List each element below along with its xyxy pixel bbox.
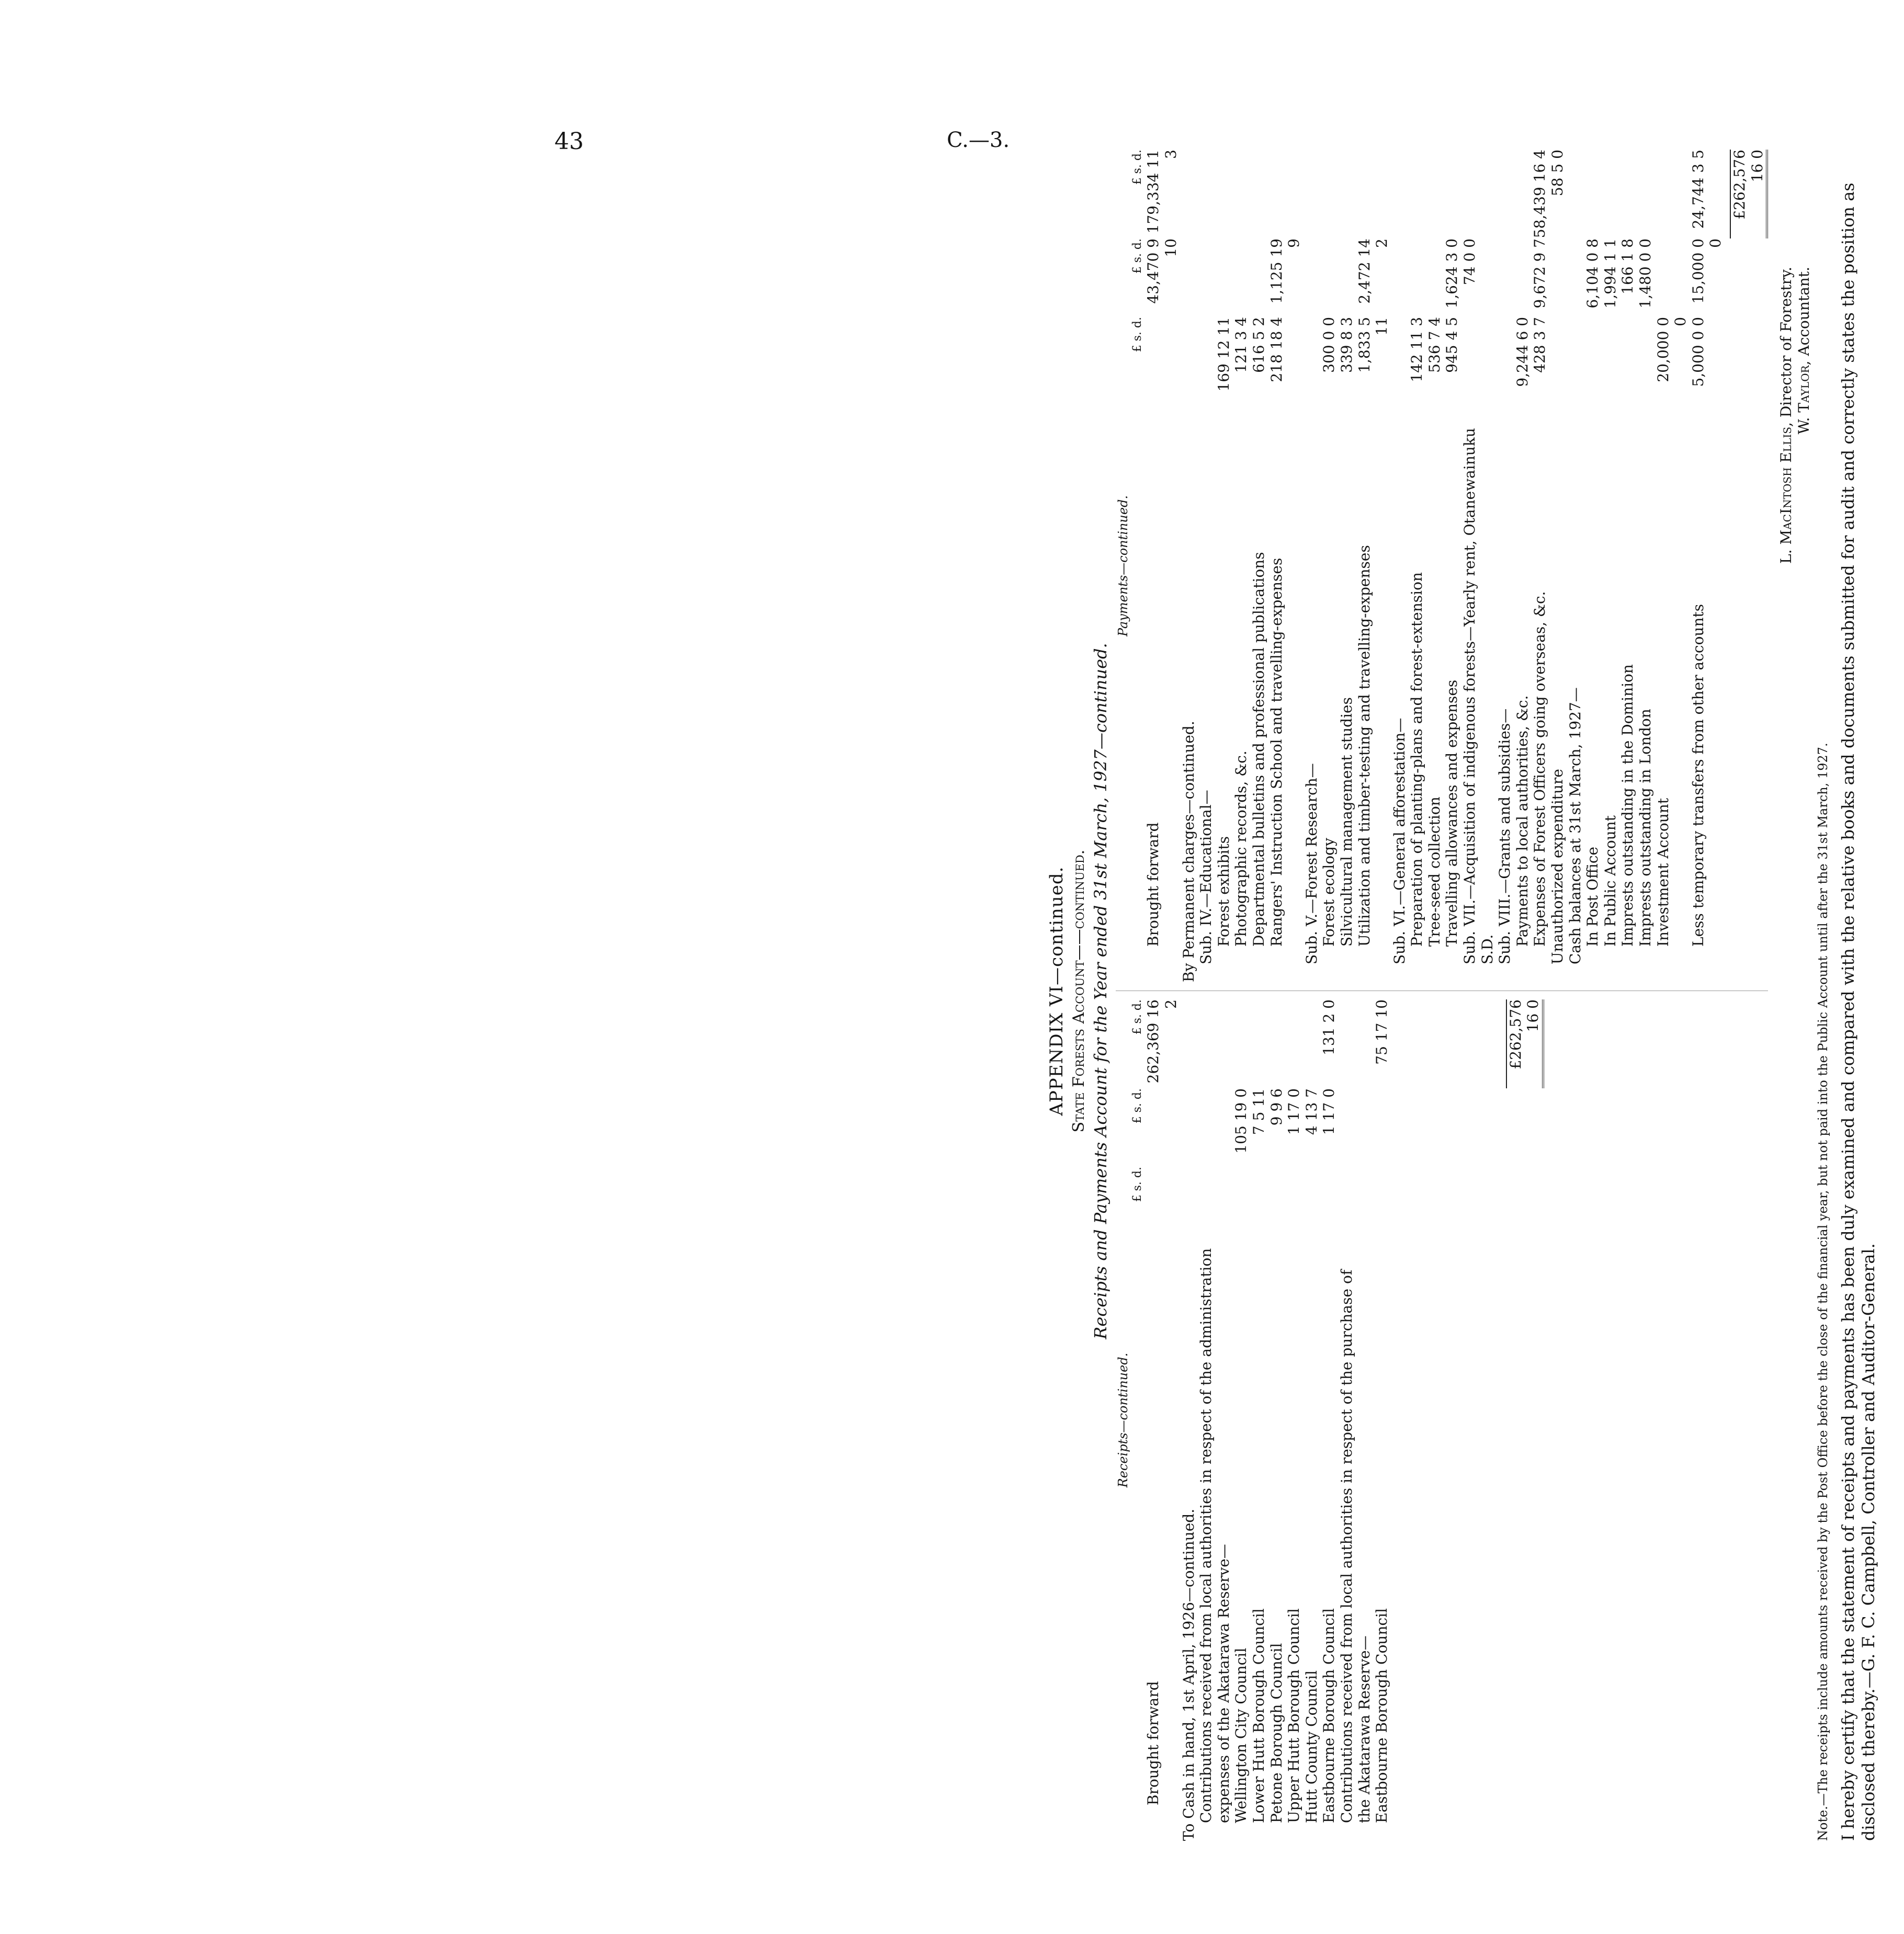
receipt-description: Contributions received from local authorities in respect of the administration expenses of the Akatarawa Reserve—: [1197, 1248, 1232, 1823]
payment-row: [1496, 150, 1514, 982]
receipt-amount: 75 17 10: [1373, 999, 1391, 1065]
payment-row: [1408, 150, 1426, 982]
payment-row: [1549, 150, 1567, 982]
payment-amount: 169 12 11: [1215, 317, 1232, 392]
payment-row: [1391, 150, 1409, 982]
payment-amount: 218 18 4: [1267, 317, 1285, 382]
payment-row: [1461, 150, 1496, 982]
payment-description: Imprests outstanding in London: [1637, 709, 1654, 947]
receipt-description: Hutt County Council: [1302, 1670, 1320, 1823]
table-header: [1046, 141, 1110, 1841]
receipt-row: [1232, 999, 1250, 1841]
receipt-row: [1285, 999, 1303, 1841]
payment-description: Sub. VII.—Acquisition of indigenous forests—Yearly rent, Otanewainuku S.D.: [1461, 428, 1496, 964]
payment-row: [1531, 150, 1549, 982]
payment-amount: 2,472 14 2: [1355, 238, 1391, 304]
payment-description: Forest exhibits: [1215, 836, 1232, 947]
receipt-description: Wellington City Council: [1232, 1647, 1250, 1823]
receipt-description: Eastbourne Borough Council: [1373, 1608, 1391, 1823]
payment-description: Utilization and timber-testing and travelling-expenses: [1355, 545, 1373, 947]
payment-amount: 24,744 3 5: [1689, 150, 1707, 229]
payment-description: Imprests outstanding in the Dominion: [1619, 664, 1637, 947]
payment-row: [1268, 150, 1303, 982]
receipt-amount: 9 9 6: [1267, 1088, 1285, 1126]
payments-currency-header: [1131, 150, 1144, 982]
signature-block: [1777, 141, 1812, 1841]
payment-description: Payments to local authorities, &c.: [1513, 695, 1531, 947]
payment-description: Sub. VI.—General afforestation—: [1390, 718, 1408, 964]
receipt-description: To Cash in hand, 1st April, 1926—continued.: [1180, 1508, 1197, 1841]
payment-row: [1180, 150, 1198, 982]
footnote: Note.—The receipts include amounts received by the Post Office before the close of the financial year, but not paid into the Public Account until after the 31st March, 1927.: [1816, 743, 1831, 1841]
payment-amount: 339 8 3: [1338, 317, 1355, 373]
payment-row: [1443, 150, 1461, 982]
audit-certificate: I hereby certify that the statement of receipts and payments has been duly examined and compared with the relative books and documents submitted for audit and correctly states the position as disclosed thereby.—G. F. C. Campbell, Controller and Auditor-General.: [1838, 183, 1878, 1841]
payment-amount: 142 11 3: [1408, 317, 1426, 382]
payment-amount: 166 1 8: [1619, 238, 1637, 294]
payment-description: Tree-seed collection: [1425, 797, 1443, 947]
payments-side: [1116, 141, 1768, 991]
payment-description: Silvicultural management studies: [1338, 697, 1355, 947]
account-title: State Forests Account——continued.: [1069, 849, 1088, 1133]
payment-amount: 20,000 0 0: [1654, 317, 1690, 382]
payment-amount: 945 4 5: [1443, 317, 1461, 373]
payment-row: [1584, 150, 1602, 982]
payment-amount: 5,000 0 0: [1689, 317, 1707, 387]
payment-row: [1144, 150, 1180, 982]
payment-description: Sub. V.—Forest Research—: [1302, 763, 1320, 964]
payment-amount: 536 7 4: [1425, 317, 1443, 373]
payment-row: [1602, 150, 1619, 982]
payment-row: [1654, 150, 1690, 982]
receipt-row: [1303, 999, 1321, 1841]
receipt-row: [1250, 999, 1268, 1841]
payment-row: [1690, 150, 1725, 982]
payment-amount: 1,994 1 1: [1601, 238, 1619, 309]
payment-amount: 74 0 0: [1461, 238, 1479, 286]
receipt-row: [1197, 999, 1232, 1841]
currency-col: £ s. d.: [1130, 317, 1144, 352]
receipt-description: Brought forward: [1144, 1681, 1162, 1805]
receipts-rows: [1144, 999, 1390, 1841]
receipt-amount: 262,369 16 2: [1144, 999, 1180, 1084]
currency-col: £ s. d.: [1130, 238, 1144, 274]
payment-row: [1303, 150, 1321, 982]
payment-amount: 1,624 3 0: [1443, 238, 1461, 309]
payment-row: [1320, 150, 1338, 982]
receipt-amount: 1 17 0: [1285, 1088, 1303, 1135]
receipt-description: Eastbourne Borough Council: [1320, 1608, 1338, 1823]
payment-row: [1338, 150, 1356, 982]
payment-description: Sub. IV.—Educational—: [1197, 790, 1215, 964]
payment-description: Departmental bulletins and professional publications: [1250, 552, 1267, 947]
payment-amount: 300 0 0: [1320, 317, 1338, 373]
payment-description: Photographic records, &c.: [1232, 750, 1250, 947]
payment-description: Less temporary transfers from other accounts: [1689, 604, 1707, 947]
receipt-amount: 131 2 0: [1320, 999, 1338, 1055]
payment-amount: 6,104 0 8: [1584, 238, 1602, 309]
payment-row: [1197, 150, 1215, 982]
payment-row: [1619, 150, 1637, 982]
receipts-side: [1116, 991, 1768, 1841]
receipt-row: [1268, 999, 1286, 1841]
payment-description: By Permanent charges—continued.: [1180, 721, 1197, 982]
currency-col: £ s. d.: [1130, 999, 1144, 1035]
receipt-row: [1180, 999, 1198, 1841]
payment-description: In Public Account: [1601, 815, 1619, 947]
payment-description: In Post Office: [1584, 846, 1602, 947]
payment-description: Travelling allowances and expenses: [1443, 679, 1461, 947]
two-sided-account: [1116, 141, 1768, 1841]
document-reference: C.—3.: [947, 128, 1010, 152]
payment-row: [1215, 150, 1233, 982]
payment-amount: 43,470 9 10: [1144, 238, 1180, 304]
receipts-heading: Receipts—continued.: [1116, 1352, 1131, 1488]
signature-director: L. MacIntosh Ellis, Director of Forestry.: [1777, 267, 1795, 564]
page-number: 43: [554, 128, 584, 155]
payment-description: Rangers' Instruction School and travelling-expenses: [1267, 558, 1285, 947]
payment-amount: 9,672 9 7: [1531, 238, 1549, 309]
payment-amount: 58 5 0: [1549, 150, 1567, 197]
receipts-currency-header: [1131, 999, 1144, 1841]
receipt-row: [1320, 999, 1338, 1841]
payment-row: [1637, 150, 1654, 982]
receipt-description: Contributions received from local authorities in respect of the purchase of the Akatarawa Reserve—: [1338, 1269, 1373, 1823]
appendix-title: APPENDIX VI—continued.: [1046, 866, 1067, 1116]
receipt-row: [1144, 999, 1180, 1841]
payment-amount: 9,244 6 0: [1513, 317, 1531, 387]
payment-amount: 1,833 5 11: [1355, 317, 1391, 373]
payment-amount: 15,000 0 0: [1689, 238, 1725, 304]
currency-col: £ s. d.: [1130, 150, 1144, 185]
payment-row: [1250, 150, 1268, 982]
payments-rows: [1144, 150, 1725, 982]
payment-amount: 58,439 16 4: [1531, 150, 1549, 238]
currency-col: £ s. d.: [1130, 1088, 1144, 1124]
receipt-amount: 1 17 0: [1320, 1088, 1338, 1135]
payment-amount: 179,334 11 3: [1144, 150, 1180, 234]
receipt-description: Petone Borough Council: [1267, 1643, 1285, 1823]
payment-description: Expenses of Forest Officers going overseas, &c.: [1531, 591, 1549, 947]
payment-row: [1567, 150, 1584, 982]
receipt-amount: 7 5 11: [1250, 1088, 1267, 1135]
currency-col: £ s. d.: [1130, 1167, 1144, 1202]
receipt-row: [1338, 999, 1373, 1841]
payment-row: [1356, 150, 1391, 982]
payment-amount: 616 5 2: [1250, 317, 1267, 373]
receipt-amount: 105 19 0: [1232, 1088, 1250, 1154]
payment-amount: 121 3 4: [1232, 317, 1250, 373]
receipt-description: Lower Hutt Borough Council: [1250, 1608, 1267, 1823]
payment-description: Forest ecology: [1320, 838, 1338, 947]
rotated-account-table: [1046, 141, 1904, 1841]
receipt-amount: 4 13 7: [1302, 1088, 1320, 1135]
receipts-total: £262,576 16 0: [1506, 999, 1544, 1088]
receipt-description: Upper Hutt Borough Council: [1285, 1608, 1303, 1823]
payment-description: Unauthorized expenditure: [1549, 769, 1567, 964]
payments-heading: Payments—continued.: [1116, 495, 1131, 637]
receipt-row: [1373, 999, 1391, 1841]
payment-row: [1232, 150, 1250, 982]
payment-description: Preparation of planting-plans and forest-extension: [1408, 572, 1426, 947]
payment-description: Brought forward: [1144, 822, 1162, 947]
payment-row: [1426, 150, 1444, 982]
statement-title: Receipts and Payments Account for the Year ended 31st March, 1927—continued.: [1090, 643, 1110, 1339]
signature-accountant: W. Taylor, Accountant.: [1795, 267, 1812, 435]
payment-row: [1514, 150, 1532, 982]
payment-description: Investment Account: [1654, 798, 1672, 947]
payment-description: Cash balances at 31st March, 1927—: [1566, 687, 1584, 964]
payment-amount: 1,125 19 9: [1267, 238, 1303, 304]
payment-description: Sub. VIII.—Grants and subsidies—: [1496, 708, 1514, 964]
payment-amount: 428 3 7: [1531, 317, 1549, 373]
payment-amount: 1,480 0 0: [1637, 238, 1654, 309]
payments-total: £262,576 16 0: [1730, 150, 1768, 238]
